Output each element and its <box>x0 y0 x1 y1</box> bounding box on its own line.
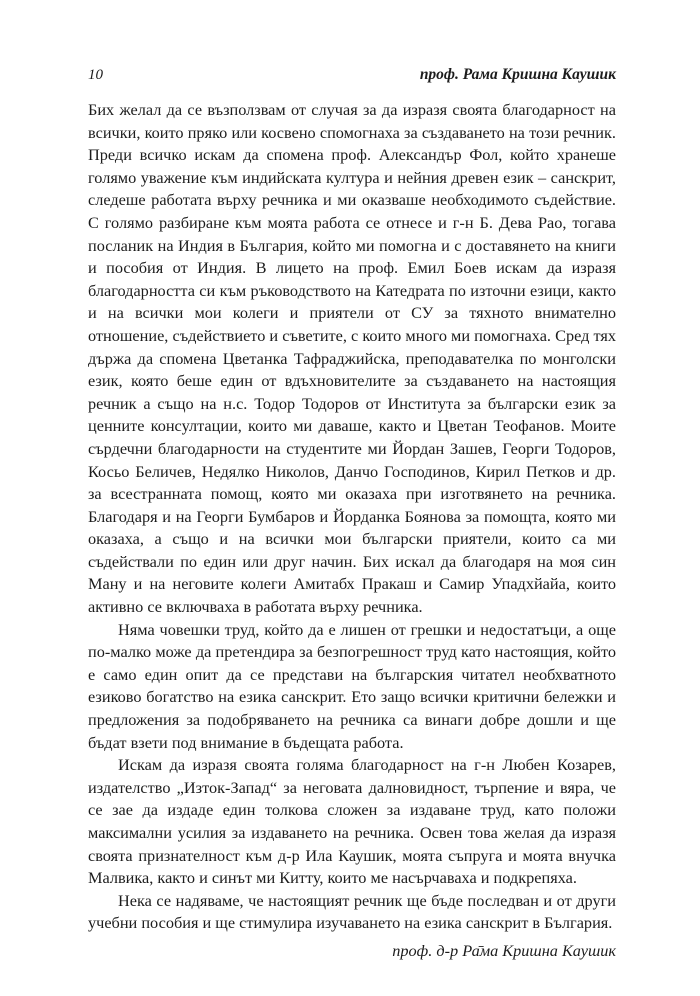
running-title: проф. Рама Кришна Каушик <box>419 66 616 83</box>
paragraph-publisher-thanks: Искам да изразя своята голяма благодарност на г-н Любен Козарев, издателство „Изток-Запад“ за неговата далновидност, търпение и вяра, че се зае да издаде един толкова сложен за издаване труд, като положи максимални усилия за издаването на речника. Освен това желая да изразя своята признателност към д-р Ила Каушик, моята съпруга и моята внучка Малвика, както и синът ми Китту, които ме насърчаваха и подкрепяха. <box>88 755 616 888</box>
paragraph-acknowledgements: Бих желал да се възползвам от случая за да изразя своята благодарност на всички, които пряко или косвено спомогнаха за създаването на този речник. Преди всичко искам да спомена проф. Александър Фол, който хранеше голямо уважение към индийската култура и нейния древен език – санскрит, следеше работата върху речника и ми оказваше необходимото съдействие. С голямо разбиране към моята работа се отнесе и г-н Б. Дева Рао, тогава посланик на Индия в България, който ми помогна и с доставянето на книги и пособия от Индия. В лицето на проф. Емил Боев искам да изразя благодарността си към ръководството на Катедрата по източни езици, както и на всички мои колеги и приятели от СУ за тяхното внимателно отношение, съдействието и съветите, с които много ми помогнаха. Сред тях държа да спомена Цветанка Тафраджийска, преподавателка по монголски език, която беше един от вдъхновителите за създаването на настоящия речник а също на н.с. Тодор Тодоров от Института за български език за ценните консултации, които ми даваше, както и Цветан Теофанов. Моите сърдечни благодарности на студентите ми Йордан Зашев, Георги Тодоров, Косьо Беличев, Недялко Николов, Данчо Господинов, Кирил Петков и др. за всестранната помощ, която ми оказаха при изготвянето на речника. Благодаря и на Георги Бумбаров и Йорданка Боянова за помощта, която ми оказаха, а също и на всички мои български приятели, които са ми съдействали по един или друг начин. Бих искал да благодаря на моя син Ману и на неговите колеги Амитабх Пракаш и Самир Упадхйайа, които активно се включваха в работата върху речника. <box>88 100 616 617</box>
paragraph-errors-note: Няма човешки труд, който да е лишен от грешки и недостатъци, а още по-малко може да претендира за безпогрешност труд като настоящия, който е само един опит да се представи на българския читател необхватното езиково богатство на езика санскрит. Ето защо всички критични бележки и предложения за подобряването на речника са винаги добре дошли и ще бъдат взети под внимание в бъдещата работа. <box>88 619 616 752</box>
body-text <box>88 99 616 935</box>
author-signature: проф. д-р Ра̄ма Кришна Каушик <box>392 940 616 960</box>
running-header <box>88 66 616 90</box>
document-page <box>88 66 616 963</box>
paragraph-closing-hope: Нека се надяваме, че настоящият речник ще бъде последван и от други учебни пособия и ще стимулира изучаването на езика санскрит в България. <box>88 890 616 933</box>
page-number: 10 <box>88 67 103 83</box>
